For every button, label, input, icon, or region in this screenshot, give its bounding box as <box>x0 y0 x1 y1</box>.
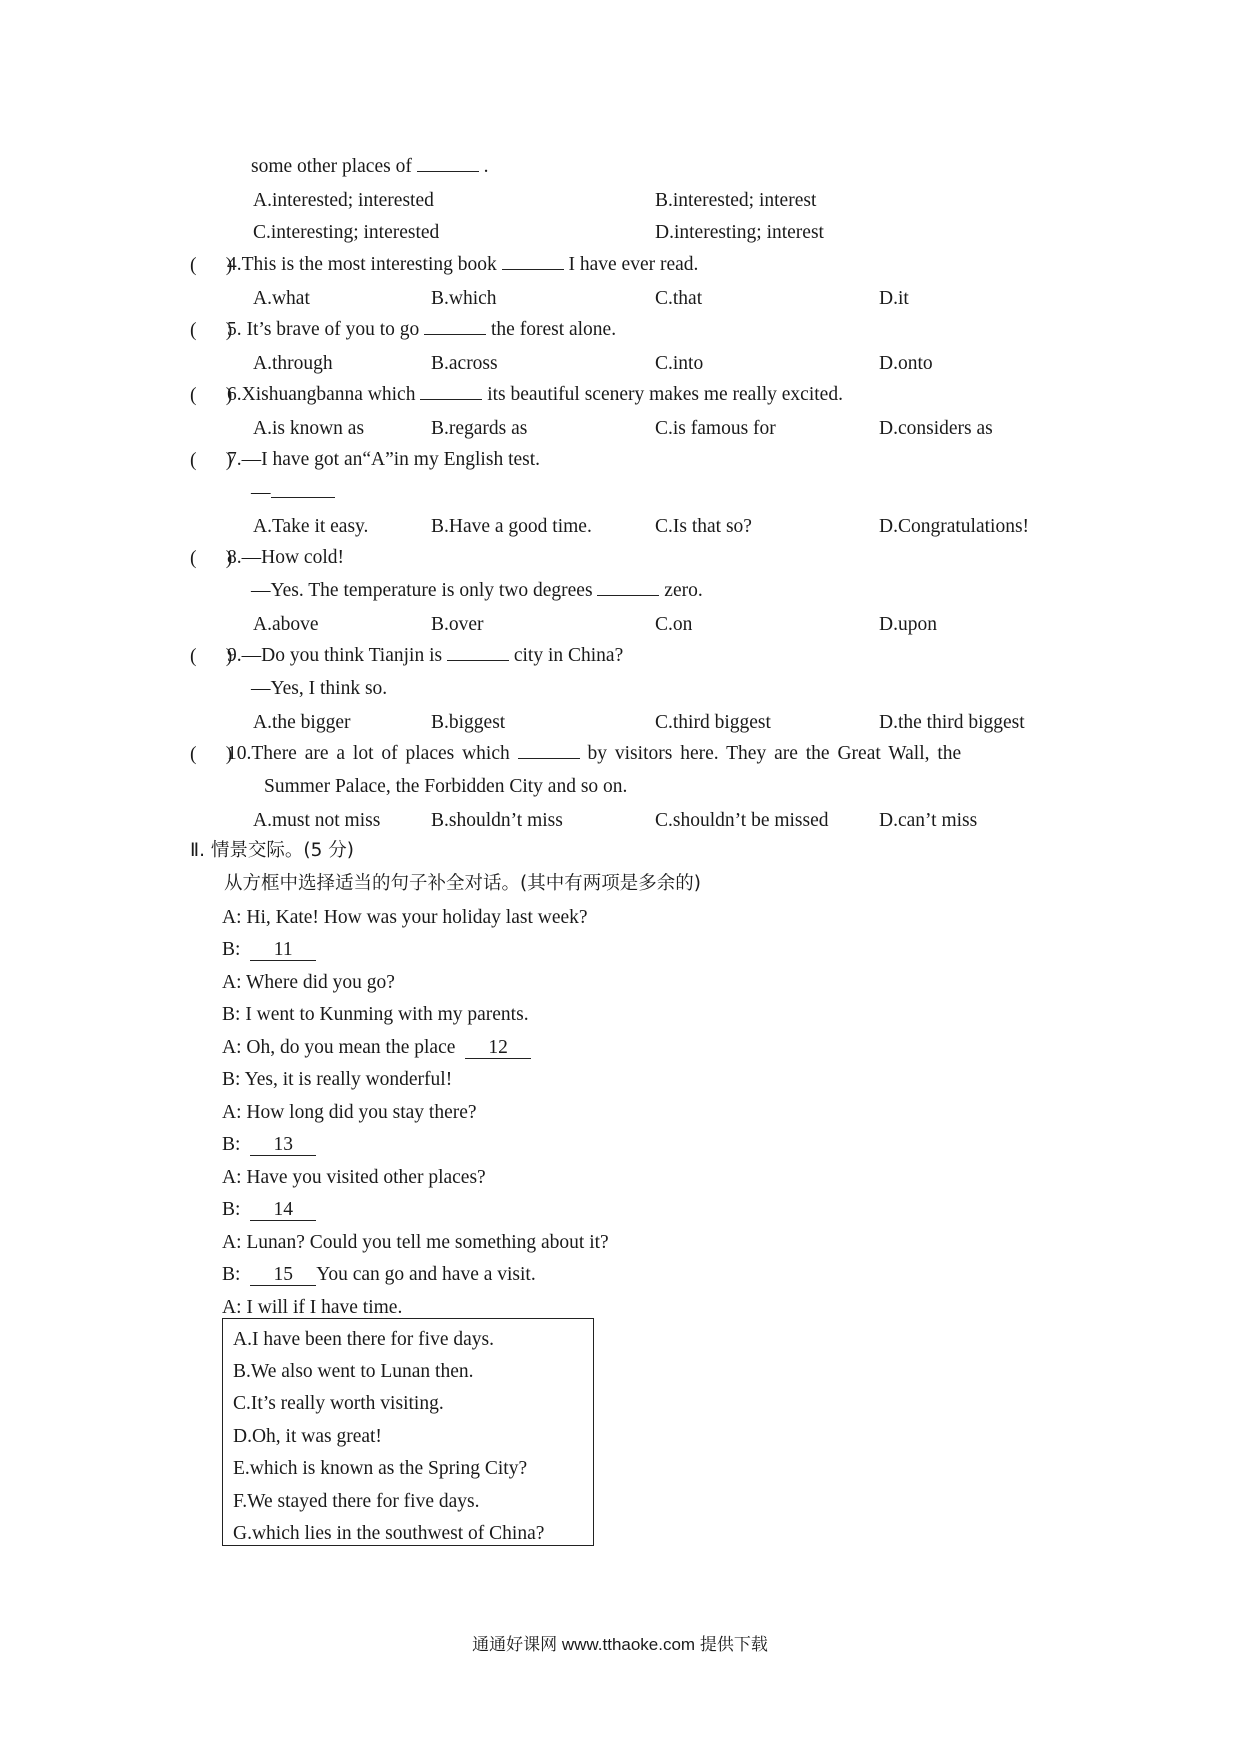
page-footer: 通通好课网 www.tthaoke.com 提供下载 <box>472 1635 768 1654</box>
answer-paren[interactable]: ( ) <box>190 320 233 341</box>
option-d[interactable]: D.the third biggest <box>879 712 1025 733</box>
choice-d[interactable]: D.Oh, it was great! <box>233 1426 382 1447</box>
option-d[interactable]: D.interesting; interest <box>655 222 824 243</box>
dialogue-line: B: 15 You can go and have a visit. <box>222 1264 536 1285</box>
answer-paren[interactable]: ( ) <box>190 548 233 569</box>
answer-blank-11[interactable]: 11 <box>250 940 316 961</box>
option-d[interactable]: D.it <box>879 288 909 309</box>
answer-blank[interactable] <box>417 170 479 172</box>
option-c[interactable]: C.into <box>655 353 704 374</box>
answer-blank[interactable] <box>518 757 580 759</box>
dialogue-line: A: Hi, Kate! How was your holiday last week? <box>222 907 588 928</box>
option-c[interactable]: C.that <box>655 288 703 309</box>
dialogue-line: B: 11 <box>222 940 316 961</box>
answer-blank[interactable] <box>420 398 482 400</box>
section-heading: Ⅱ. 情景交际。(5 分) <box>190 840 354 861</box>
question-6: 6.Xishuangbanna which its beautiful scenery makes me really excited. <box>227 384 843 405</box>
option-b[interactable]: B.which <box>431 288 497 309</box>
choice-b[interactable]: B.We also went to Lunan then. <box>233 1361 474 1382</box>
option-d[interactable]: D.can’t miss <box>879 810 978 831</box>
section-instruction: 从方框中选择适当的句子补全对话。(其中有两项是多余的) <box>224 873 701 894</box>
dialogue-line: B: I went to Kunming with my parents. <box>222 1004 529 1025</box>
answer-blank[interactable] <box>502 268 564 270</box>
option-b[interactable]: B.shouldn’t miss <box>431 810 563 831</box>
option-a[interactable]: A.must not miss <box>253 810 381 831</box>
question-5: 5. It’s brave of you to go the forest alone. <box>227 319 617 340</box>
option-b[interactable]: B.interested; interest <box>655 190 817 211</box>
option-b[interactable]: B.Have a good time. <box>431 516 592 537</box>
dialogue-line: B: Yes, it is really wonderful! <box>222 1069 453 1090</box>
question-8: 8.—How cold! <box>227 547 344 568</box>
dialogue-line: B: 14 <box>222 1200 316 1221</box>
answer-blank[interactable] <box>447 659 509 661</box>
answer-blank[interactable] <box>597 594 659 596</box>
question-10: 10.There are a lot of places which by visitors here. They are the Great Wall, the <box>227 743 962 764</box>
answer-blank[interactable] <box>424 333 486 335</box>
option-c[interactable]: C.on <box>655 614 693 635</box>
question-8-reply: —Yes. The temperature is only two degrees zero. <box>251 580 703 601</box>
choice-a[interactable]: A.I have been there for five days. <box>233 1329 494 1350</box>
choice-g[interactable]: G.which lies in the southwest of China? <box>233 1523 545 1544</box>
option-a[interactable]: A.above <box>253 614 319 635</box>
option-c[interactable]: C.interesting; interested <box>253 222 440 243</box>
answer-paren[interactable]: ( ) <box>190 255 233 276</box>
option-a[interactable]: A.the bigger <box>253 712 351 733</box>
option-a[interactable]: A.through <box>253 353 333 374</box>
option-d[interactable]: D.onto <box>879 353 933 374</box>
option-a[interactable]: A.interested; interested <box>253 190 434 211</box>
option-d[interactable]: D.Congratulations! <box>879 516 1030 537</box>
option-c[interactable]: C.is famous for <box>655 418 776 439</box>
answer-blank-15[interactable]: 15 <box>250 1265 316 1286</box>
option-a[interactable]: A.is known as <box>253 418 365 439</box>
option-b[interactable]: B.over <box>431 614 484 635</box>
option-c[interactable]: C.third biggest <box>655 712 771 733</box>
dialogue-line: A: Have you visited other places? <box>222 1167 486 1188</box>
choice-c[interactable]: C.It’s really worth visiting. <box>233 1393 444 1414</box>
option-c[interactable]: C.shouldn’t be missed <box>655 810 829 831</box>
option-b[interactable]: B.across <box>431 353 498 374</box>
answer-blank-12[interactable]: 12 <box>465 1038 531 1059</box>
question-9: 9.—Do you think Tianjin is city in China? <box>227 645 624 666</box>
answer-paren[interactable]: ( ) <box>190 744 233 765</box>
question-4: 4.This is the most interesting book I have ever read. <box>227 254 699 275</box>
answer-paren[interactable]: ( ) <box>190 450 233 471</box>
question-10-continuation: Summer Palace, the Forbidden City and so on. <box>264 776 628 797</box>
q3-continuation: some other places of . <box>251 156 489 177</box>
choice-f[interactable]: F.We stayed there for five days. <box>233 1491 480 1512</box>
dialogue-line: A: Lunan? Could you tell me something about it? <box>222 1232 609 1253</box>
answer-blank[interactable] <box>271 496 335 498</box>
answer-paren[interactable]: ( ) <box>190 646 233 667</box>
option-c[interactable]: C.Is that so? <box>655 516 752 537</box>
question-7-reply: — <box>251 483 335 503</box>
dialogue-line: A: I will if I have time. <box>222 1297 403 1318</box>
dialogue-line: A: Oh, do you mean the place 12 <box>222 1038 531 1059</box>
option-a[interactable]: A.what <box>253 288 310 309</box>
dialogue-line: A: Where did you go? <box>222 972 395 993</box>
answer-paren[interactable]: ( ) <box>190 385 233 406</box>
choices-box <box>222 1318 594 1546</box>
question-7: 7.—I have got an“A”in my English test. <box>227 449 541 470</box>
dialogue-line: B: 13 <box>222 1135 316 1156</box>
option-d[interactable]: D.upon <box>879 614 937 635</box>
answer-blank-13[interactable]: 13 <box>250 1135 316 1156</box>
option-b[interactable]: B.regards as <box>431 418 528 439</box>
dialogue-line: A: How long did you stay there? <box>222 1102 477 1123</box>
answer-blank-14[interactable]: 14 <box>250 1200 316 1221</box>
choice-e[interactable]: E.which is known as the Spring City? <box>233 1458 528 1479</box>
option-d[interactable]: D.considers as <box>879 418 993 439</box>
question-9-reply: —Yes, I think so. <box>251 678 388 699</box>
option-a[interactable]: A.Take it easy. <box>253 516 369 537</box>
option-b[interactable]: B.biggest <box>431 712 506 733</box>
